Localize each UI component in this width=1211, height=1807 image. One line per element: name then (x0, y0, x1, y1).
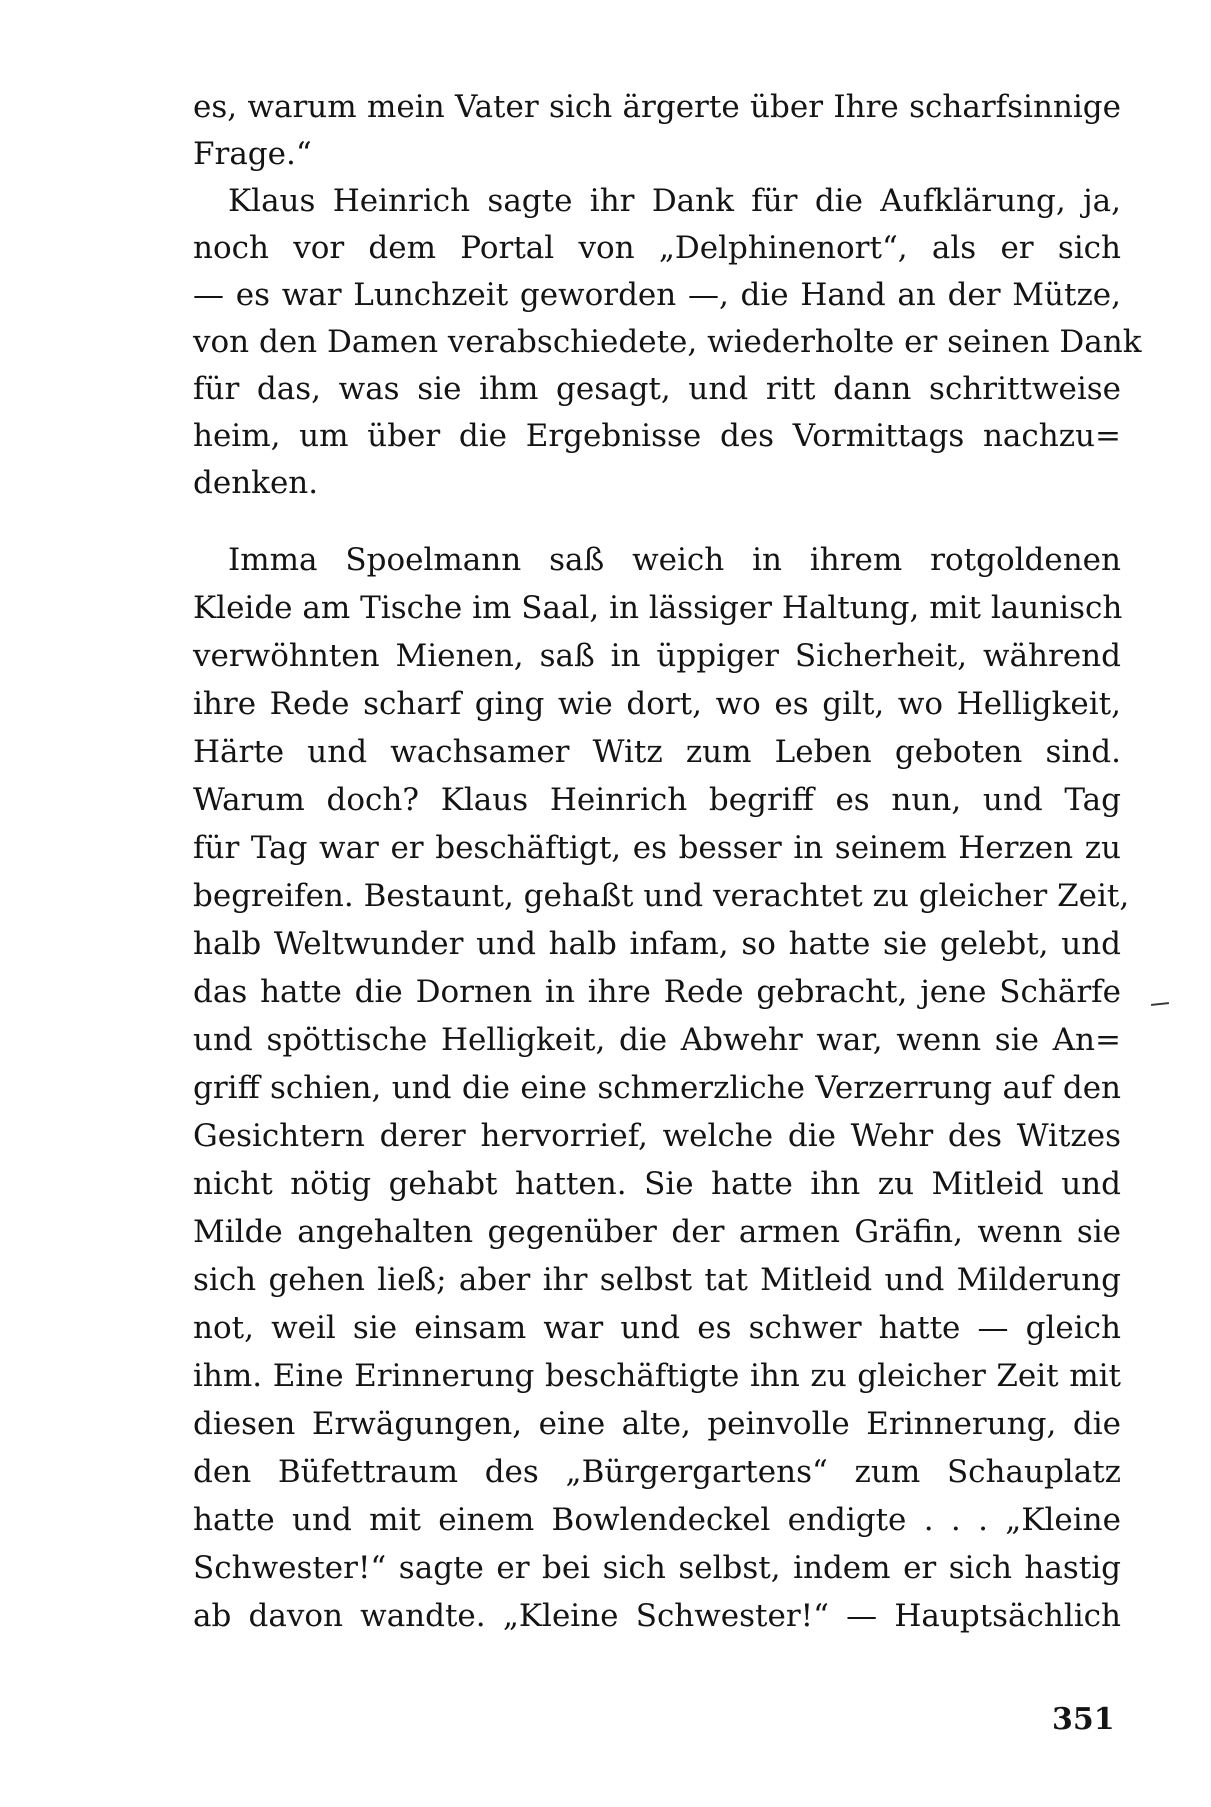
text-line: und spöttische Helligkeit, die Abwehr war, wenn sie An= (193, 1022, 1121, 1058)
text-line: Gesichtern derer hervorrief, welche die Wehr des Witzes (193, 1118, 1121, 1154)
text-line: hatte und mit einem Bowlendeckel endigte . . . „Kleine (193, 1502, 1121, 1538)
text-line: Imma Spoelmann saß weich in ihrem rotgoldenen (228, 542, 1121, 578)
text-line: sich gehen ließ; aber ihr selbst tat Mitleid und Milderung (193, 1262, 1121, 1298)
text-line: Frage.“ (193, 136, 312, 172)
text-line: Warum doch? Klaus Heinrich begriff es nun, und Tag (193, 782, 1121, 818)
text-line: von den Damen verabschiedete, wiederholte er seinen Dank (193, 324, 1142, 360)
text-line: griff schien, und die eine schmerzliche Verzerrung auf den (193, 1070, 1121, 1106)
text-line: not, weil sie einsam war und es schwer hatte — gleich (193, 1310, 1121, 1346)
text-line: Härte und wachsamer Witz zum Leben geboten sind. (193, 734, 1121, 770)
text-line: begreifen. Bestaunt, gehaßt und verachtet zu gleicher Zeit, (193, 878, 1130, 914)
page-number: 351 (1052, 1702, 1115, 1737)
text-line: verwöhnten Mienen, saß in üppiger Sicherheit, während (193, 638, 1121, 674)
text-line: ab davon wandte. „Kleine Schwester!“ — Hauptsächlich (193, 1598, 1121, 1634)
text-line: nicht nötig gehabt hatten. Sie hatte ihn zu Mitleid und (193, 1166, 1121, 1202)
text-line: Milde angehalten gegenüber der armen Gräfin, wenn sie (193, 1214, 1121, 1250)
text-line: diesen Erwägungen, eine alte, peinvolle Erinnerung, die (193, 1406, 1121, 1442)
text-line: Klaus Heinrich sagte ihr Dank für die Aufklärung, ja, (228, 183, 1121, 219)
margin-pencil-mark (1151, 1002, 1169, 1006)
text-line: — es war Lunchzeit geworden —, die Hand an der Mütze, (193, 277, 1121, 313)
text-line: den Büfettraum des „Bürgergartens“ zum Schauplatz (193, 1454, 1121, 1490)
text-line: für das, was sie ihm gesagt, und ritt dann schrittweise (193, 371, 1121, 407)
text-line: halb Weltwunder und halb infam, so hatte sie gelebt, und (193, 926, 1121, 962)
text-line: ihre Rede scharf ging wie dort, wo es gilt, wo Helligkeit, (193, 686, 1121, 722)
text-line: heim, um über die Ergebnisse des Vormittags nachzu= (193, 418, 1121, 454)
text-line: Schwester!“ sagte er bei sich selbst, indem er sich hastig (193, 1550, 1121, 1586)
text-line: denken. (193, 465, 319, 501)
text-line: für Tag war er beschäftigt, es besser in seinem Herzen zu (193, 830, 1121, 866)
text-line: das hatte die Dornen in ihre Rede gebracht, jene Schärfe (193, 974, 1121, 1010)
text-line: ihm. Eine Erinnerung beschäftigte ihn zu gleicher Zeit mit (193, 1358, 1121, 1394)
text-line: es, warum mein Vater sich ärgerte über Ihre scharfsinnige (193, 89, 1121, 125)
text-line: noch vor dem Portal von „Delphinenort“, als er sich (193, 230, 1121, 266)
text-line: Kleide am Tische im Saal, in lässiger Haltung, mit launisch (193, 590, 1123, 626)
